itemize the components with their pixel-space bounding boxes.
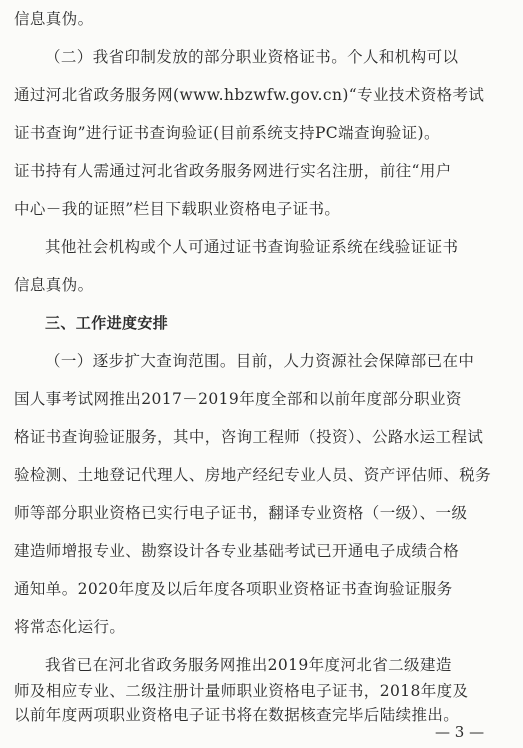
page-number: — 3 — <box>435 723 485 741</box>
section-heading: 三、工作进度安排 <box>45 314 169 332</box>
paragraph-line-19: 师及相应专业、二级注册计量师职业资格电子证书，2018年度及 <box>14 682 469 700</box>
paragraph-line-12: 格证书查询验证服务，其中，咨询工程师（投资）、公路水运工程试 <box>14 428 484 446</box>
paragraph-line-10: （一）逐步扩大查询范围。目前，人力资源社会保障部已在中 <box>45 352 475 370</box>
paragraph-line-17: 将常态化运行。 <box>14 618 126 636</box>
paragraph-line-11: 国人事考试网推出2017－2019年度全部和以前年度部分职业资 <box>14 390 462 408</box>
paragraph-line-1: 信息真伪。 <box>14 10 94 28</box>
paragraph-line-14: 师等部分职业资格已实行电子证书，翻译专业资格（一级）、一级 <box>14 504 468 522</box>
paragraph-line-5: 证书持有人需通过河北省政务服务网进行实名注册，前往“用户 <box>14 162 452 180</box>
paragraph-line-16: 通知单。2020年度及以后年度各项职业资格证书查询验证服务 <box>14 580 453 598</box>
paragraph-line-20: 以前年度两项职业资格电子证书将在数据核查完毕后陆续推出。 <box>14 706 460 724</box>
paragraph-line-7: 其他社会机构或个人可通过证书查询验证系统在线验证证书 <box>45 238 459 256</box>
paragraph-line-6: 中心－我的证照”栏目下载职业资格电子证书。 <box>14 200 341 218</box>
paragraph-line-8: 信息真伪。 <box>14 276 94 294</box>
paragraph-line-4: 证书查询”进行证书查询验证(目前系统支持PC端查询验证)。 <box>14 124 440 142</box>
paragraph-line-15: 建造师增报专业、勘察设计各专业基础考试已开通电子成绩合格 <box>14 542 460 560</box>
paragraph-line-3: 通过河北省政务服务网(www.hbzwfw.gov.cn)“专业技术资格考试 <box>14 86 485 104</box>
paragraph-line-2: （二）我省印制发放的部分职业资格证书。个人和机构可以 <box>45 48 459 66</box>
paragraph-line-18: 我省已在河北省政务服务网推出2019年度河北省二级建造 <box>45 656 452 674</box>
paragraph-line-13: 验检测、土地登记代理人、房地产经纪专业人员、资产评估师、税务 <box>14 466 492 484</box>
